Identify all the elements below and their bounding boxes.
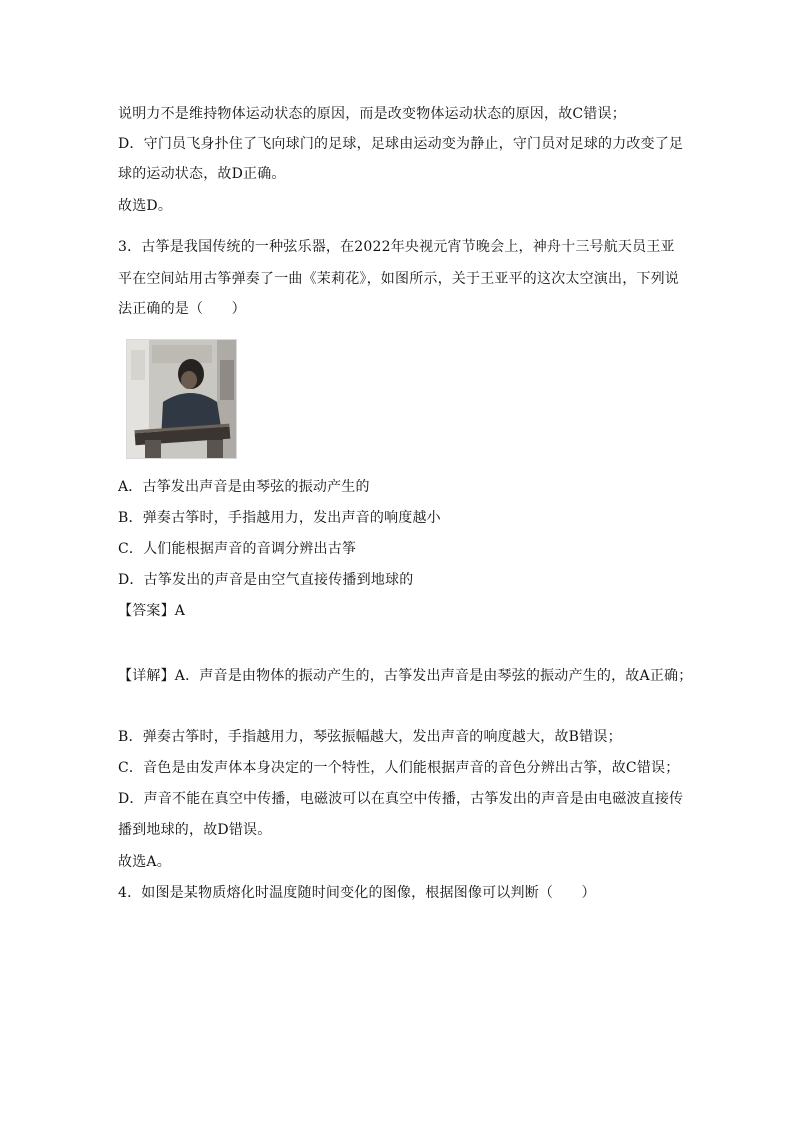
q3-option-c: C．人们能根据声音的音调分辨出古筝 (118, 541, 357, 557)
prev-answer-line-1: 说明力不是维持物体运动状态的原因，而是改变物体运动状态的原因，故C错误； (118, 106, 626, 122)
q3-detail-d-line-2: 播到地球的，故D错误。 (118, 822, 272, 838)
q3-option-d: D．古筝发出的声音是由空气直接传播到地球的 (118, 572, 414, 588)
q3-detail-c: C．音色是由发声体本身决定的一个特性，人们能根据声音的音色分辨出古筝，故C错误； (118, 760, 680, 776)
q3-stem-line-2: 平在空间站用古筝弹奏了一曲《茉莉花》，如图所示，关于王亚平的这次太空演出，下列说 (118, 271, 679, 287)
q3-option-a: A．古筝发出声音是由琴弦的振动产生的 (118, 479, 370, 495)
q3-stem-line-1: 3．古筝是我国传统的一种弦乐器，在2022年央视元宵节晚会上，神舟十三号航天员王亚 (118, 239, 675, 255)
q3-detail-a: 【详解】A．声音是由物体的振动产生的，古筝发出声音是由琴弦的振动产生的，故A正确； (118, 668, 693, 684)
q3-answer: 【答案】A (118, 603, 186, 619)
q3-option-b: B．弹奏古筝时，手指越用力，发出声音的响度越小 (118, 510, 441, 526)
q3-detail-d-line-1: D．声音不能在真空中传播，电磁波可以在真空中传播，古筝发出的声音是由电磁波直接传 (118, 791, 684, 807)
q3-choose: 故选A。 (118, 854, 171, 870)
guzheng-performance-photo (126, 339, 237, 459)
q4-stem-line-1: 4．如图是某物质熔化时温度随时间变化的图像，根据图像可以判断（ ） (118, 885, 596, 901)
prev-answer-line-3: 球的运动状态，故D正确。 (118, 166, 286, 182)
prev-answer-line-2: D．守门员飞身扑住了飞向球门的足球，足球由运动变为静止，守门员对足球的力改变了足 (118, 136, 684, 152)
q3-detail-b: B．弹奏古筝时，手指越用力，琴弦振幅越大，发出声音的响度越大，故B错误； (118, 729, 622, 745)
prev-choose: 故选D。 (118, 198, 173, 214)
q3-stem-line-3: 法正确的是（ ） (118, 301, 246, 317)
